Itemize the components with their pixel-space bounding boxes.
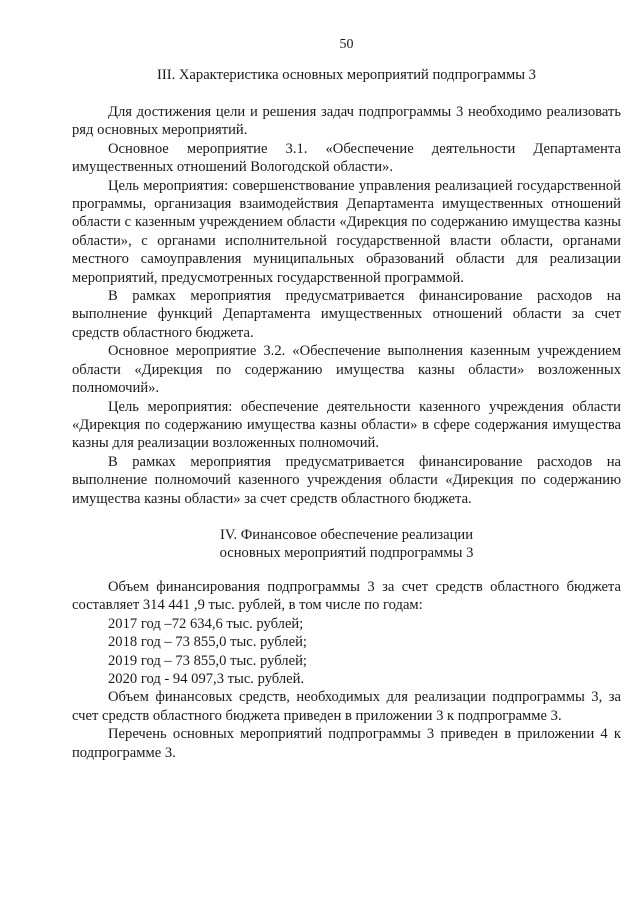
section-4-heading	[72, 526, 621, 563]
funding-year-2020: 2020 год - 94 097,3 тыс. рублей.	[108, 671, 305, 688]
funding-intro: Объем финансирования подпрограммы 3 за счет средств областного бюджета составляет 314 441 ,9 тыс. рублей, в том числе по годам:	[72, 579, 621, 614]
paragraph: Цель мероприятия: обеспечение деятельности казенного учреждения области «Дирекция по содержанию имущества казны области» в сфере содержания имущества казны для реализации возложенных полномочий.	[72, 398, 621, 452]
paragraph: Объем финансовых средств, необходимых для реализации подпрограммы 3, за счет средств областного бюджета приведен в приложении 3 к подпрограмме 3.	[72, 689, 621, 724]
paragraph: Основное мероприятие 3.1. «Обеспечение деятельности Департамента имущественных отношений Вологодской области».	[72, 140, 621, 176]
section-3-body	[72, 103, 621, 508]
section-4-heading-line-1: IV. Финансовое обеспечение реализации	[219, 527, 474, 543]
paragraph: Для достижения цели и решения задач подпрограммы 3 необходимо реализовать ряд основных мероприятий.	[72, 104, 621, 139]
section-4-heading-line-2: основных мероприятий подпрограммы 3	[219, 545, 474, 562]
paragraph: Цель мероприятия: совершенствование управления реализацией государственной программы, организация взаимодействия Департамента имущественных отношений области с казенным учреждением области «Дирекция по содержанию имущества казны области», с органами исполнительной государственной власти области, органами местного самоуправления муниципальных образований области для реализации мероприятий, предусмотренных государственной программой.	[72, 177, 621, 286]
section-3-heading: III. Характеристика основных мероприятий подпрограммы 3	[157, 67, 536, 83]
paragraph: Основное мероприятие 3.2. «Обеспечение выполнения казенным учреждением области «Дирекция по содержанию имущества казны области» возложенных полномочий».	[72, 343, 621, 397]
page-number: 50	[339, 37, 354, 52]
paragraph: В рамках мероприятия предусматривается финансирование расходов на выполнение полномочий казенного учреждения области «Дирекция по содержанию имущества казны области» за счет средств областного бюджета.	[72, 453, 621, 507]
funding-year-2018: 2018 год – 73 855,0 тыс. рублей;	[108, 634, 307, 651]
section-4-body	[72, 578, 621, 762]
funding-year-2019: 2019 год – 73 855,0 тыс. рублей;	[108, 652, 307, 669]
funding-year-2017: 2017 год –72 634,6 тыс. рублей;	[108, 615, 304, 632]
paragraph: Перечень основных мероприятий подпрограммы 3 приведен в приложении 4 к подпрограмме 3.	[72, 726, 621, 761]
paragraph: В рамках мероприятия предусматривается финансирование расходов на выполнение функций Департамента имущественных отношений области за счет средств областного бюджета.	[72, 288, 621, 341]
